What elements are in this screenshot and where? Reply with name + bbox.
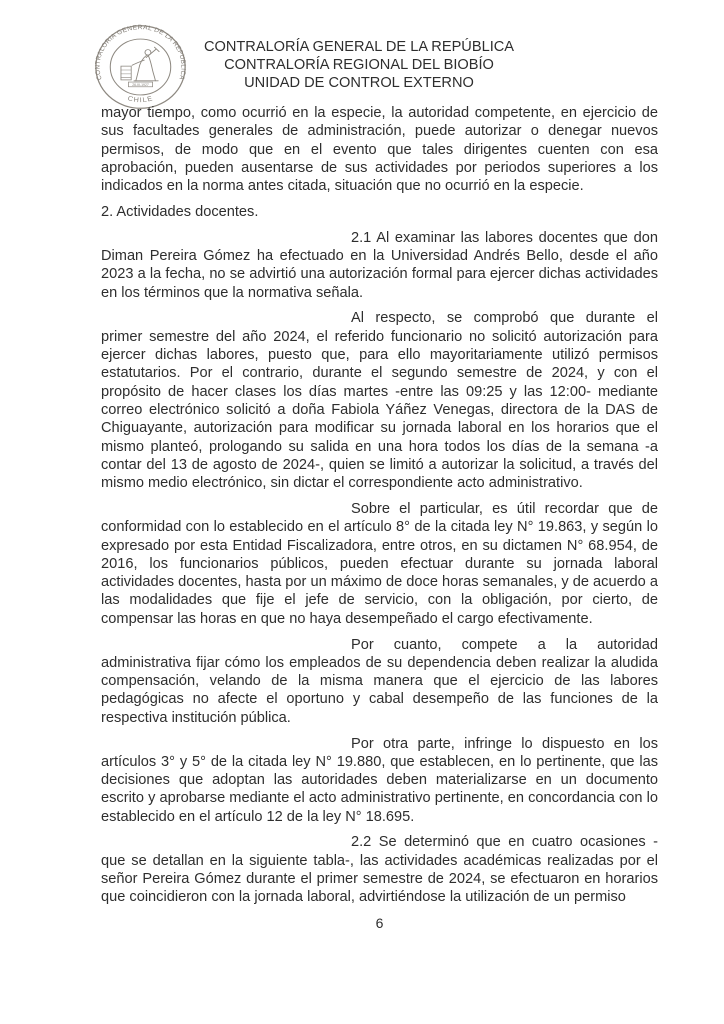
body-paragraph: Por otra parte, infringe lo dispuesto en los artículos 3° y 5° de la citada ley N° 19.880, que establecen, en lo pertinente, que las decisiones que adoptan las autoridades deben materializarse en un documento escrito y aprobarse mediante el acto administrativo pertinente, en concordancia con lo establecido en el artículo 12 de la ley N° 18.695. [101, 735, 658, 825]
document-body [101, 104, 658, 914]
section-heading-activities: 2. Actividades docentes. [101, 203, 259, 220]
org-name-line: CONTRALORÍA GENERAL DE LA REPÚBLICA [203, 39, 515, 55]
seal-ring-text: CONTRALORIA GENERAL DE LA REPUBLICA [94, 24, 187, 81]
body-paragraph: mayor tiempo, como ocurrió en la especie, la autoridad competente, en ejercicio de sus facultades generales de administración, puede autorizar o denegar nuevos permisos, de modo que en el evento que tales dirigentes cuenten con esa aprobación, pueden ausentarse de sus actividades por periodos superiores a los indicados en la norma antes citada, situación que no ocurrió en la especie. [101, 105, 658, 195]
body-paragraph: 2.1 Al examinar las labores docentes que don Diman Pereira Gómez ha efectuado en la Universidad Andrés Bello, desde el año 2023 a la fecha, no se advirtió una autorización formal para ejercer dichas actividades en los términos que la normativa señala. [101, 229, 658, 301]
header-title-block [0, 38, 718, 93]
seal-chile-text: CHILE [126, 95, 155, 105]
body-paragraph: Sobre el particular, es útil recordar que de conformidad con lo establecido en el artículo 8° de la citada ley N° 19.863, y según lo expresado por esta Entidad Fiscalizadora, entre otros, en su dictamen N° 68.954, de 2016, los funcionarios públicos, pueden efectuar durante su jornada laboral actividades docentes, hasta por un máximo de doce horas semanales, y de acuerdo a las modalidades que fije el jefe de servicio, con la obligación, por cierto, de compensar las horas en que no haya desempeñado el cargo efectivamente. [101, 500, 658, 627]
seal-date-text: 26-III-1927 [132, 82, 149, 87]
org-regional-line: CONTRALORÍA REGIONAL DEL BIOBÍO [224, 57, 494, 74]
body-paragraph: Al respecto, se comprobó que durante el primer semestre del año 2024, el referido funcionario no solicitó autorización para ejercer dichas labores, puesto que, para ello mayoritariamente utilizó permisos estatutarios. Por el contrario, durante el segundo semestre de 2024, y con el propósito de hacer clases los días martes -entre las 09:25 y las 12:00- mediante correo electrónico solicitó a doña Fabiola Yáñez Venegas, directora de la DAS de Chiguayante, autorización para modificar su jornada laboral en los horarios que el mismo planteó, prologando su salida en una hora todos los días de la semana -a contar del 13 de agosto de 2024-, quien se limitó a autorizar la solicitud, a través del mismo medio electrónico, sin dictar el correspondiente acto administrativo. [101, 310, 658, 492]
body-paragraph: Por cuanto, compete a la autoridad administrativa fijar cómo los empleados de su dependencia deben realizar la aludida compensación, velando de la misma manera que el ejercicio de las labores pedagógicas no afecte el oportuno y cabal desempeño de las funciones de la respectiva institución pública. [101, 636, 658, 726]
org-unit-line: UNIDAD DE CONTROL EXTERNO [244, 75, 474, 92]
body-paragraph: 2.2 Se determinó que en cuatro ocasiones -que se detallan en la siguiente tabla-, las actividades académicas realizadas por el señor Pereira Gómez durante el primer semestre de 2024, se efectuaron en horarios que coincidieron con la jornada laboral, advirtiéndose la utilización de un permiso [101, 834, 658, 906]
page-number: 6 [375, 915, 384, 931]
